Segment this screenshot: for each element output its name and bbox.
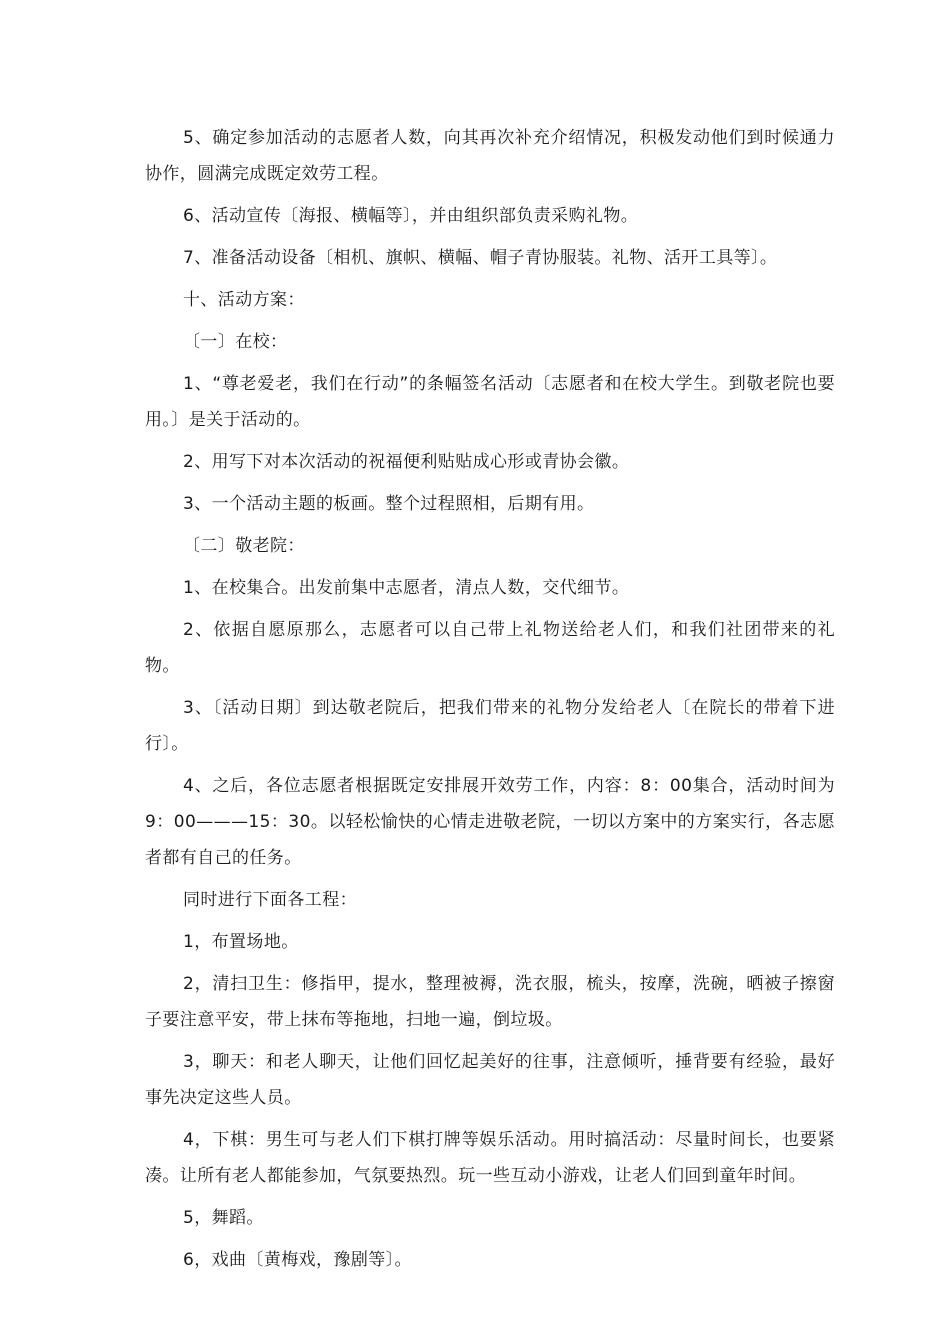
subsection-heading-nursing-home: 〔二〕敬老院：: [183, 536, 305, 556]
section-heading-plan: 十、活动方案：: [183, 290, 305, 310]
subsection-heading-on-campus: 〔一〕在校：: [183, 332, 288, 352]
paragraph-item-6: 6、活动宣传〔海报、横幅等〕，并由组织部负责采购礼物。: [183, 206, 639, 226]
campus-item-1: 1、“尊老爱老，我们在行动”的条幅签名活动〔志愿者和在校大学生。到敬老院也要用。〕是关于活动的。: [145, 374, 835, 430]
concurrent-projects-heading: 同时进行下面各工程：: [183, 890, 357, 910]
paragraph-item-7: 7、准备活动设备〔相机、旗帜、横幅、帽子青协服装。礼物、活开工具等〕。: [183, 248, 778, 268]
project-item-6: 6，戏曲〔黄梅戏，豫剧等〕。: [183, 1250, 412, 1270]
nursing-home-item-4: 4、之后，各位志愿者根据既定安排展开效劳工作，内容：8：00集合，活动时间为9：00———15：30。以轻松愉快的心情走进敬老院，一切以方案中的方案实行，各志愿者都有自己的任务。: [145, 776, 835, 868]
project-item-4: 4，下棋：男生可与老人们下棋打牌等娱乐活动。用时搞活动：尽量时间长，也要紧凑。让所有老人都能参加，气氛要热烈。玩一些互动小游戏，让老人们回到童年时间。: [145, 1130, 835, 1186]
paragraph-item-5: 5、确定参加活动的志愿者人数，向其再次补充介绍情况，积极发动他们到时候通力协作，圆满完成既定效劳工程。: [145, 128, 835, 184]
project-item-1: 1，布置场地。: [183, 932, 299, 952]
project-item-5: 5，舞蹈。: [183, 1208, 264, 1228]
project-item-2: 2，清扫卫生：修指甲，提水，整理被褥，洗衣服，梳头，按摩，洗碗，晒被子擦窗子要注意平安，带上抹布等拖地，扫地一遍，倒垃圾。: [145, 974, 835, 1030]
campus-item-3: 3、一个活动主题的板画。整个过程照相，后期有用。: [183, 494, 595, 514]
nursing-home-item-1: 1、在校集合。出发前集中志愿者，清点人数，交代细节。: [183, 578, 630, 598]
document-body: [145, 120, 835, 1284]
project-item-3: 3，聊天：和老人聊天，让他们回忆起美好的往事，注意倾听，捶背要有经验，最好事先决定这些人员。: [145, 1052, 835, 1108]
nursing-home-item-2: 2、依据自愿原那么，志愿者可以自己带上礼物送给老人们，和我们社团带来的礼物。: [145, 620, 835, 676]
nursing-home-item-3: 3、〔活动日期〕到达敬老院后，把我们带来的礼物分发给老人〔在院长的带着下进行〕。: [145, 698, 835, 754]
campus-item-2: 2、用写下对本次活动的祝福便利贴贴成心形或青协会徽。: [183, 452, 630, 472]
